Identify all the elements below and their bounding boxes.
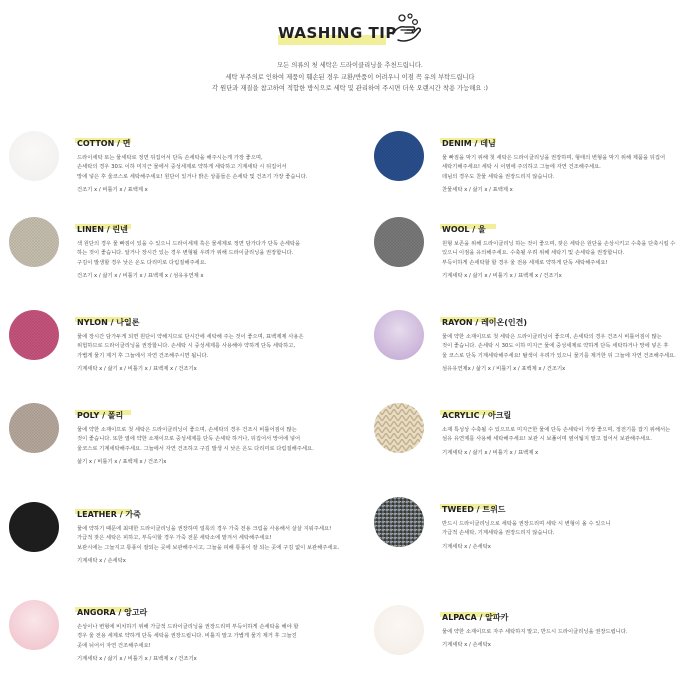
- fabric-name: ANGORA / 앙고라: [77, 608, 148, 617]
- fabric-leather: [9, 502, 349, 592]
- desc-line: 가볍게 물기 제거 후 그늘에서 자연 건조해주시면 됩니다.: [77, 352, 209, 359]
- fabric-description: [442, 426, 700, 445]
- fabric-info: [442, 310, 700, 373]
- fabric-description: [77, 333, 345, 361]
- fabric-name-wrap: [77, 131, 131, 148]
- fabric-name: ALPACA / 알파카: [442, 613, 509, 622]
- desc-line: 원형 보존을 위해 드라이클리닝 하는 것이 좋으며, 잦은 세탁은 원단을 손상시키고 수축을 단축시킬 수: [442, 241, 676, 247]
- care-symbols: 기계세탁 x / 삶기 x / 비틀기 x / 표백제 x / 건조기x: [77, 656, 197, 663]
- desc-line: 위험하므로 드라이클리닝을 권장합니다. 손세탁 시 중성세제를 사용해야 약하게 단독 세탁하고,: [77, 343, 296, 350]
- intro-line: 세탁 부주의로 인하여 제품이 훼손된 경우 교환/반품이 어려우니 이점 꼭 유의 부탁드립니다: [225, 73, 475, 81]
- desc-line: 울 코스로 단독 기계세탁해주세요! 탈색이 우려가 있으니 물기를 제거한 뒤 그늘에 자연 건조해주세요.: [442, 352, 676, 359]
- desc-line: 손세탁의 경우 30도 이하 미지근 물에서 중성세제로 약하게 세탁하고 기계세탁 시 뒤집어서: [77, 164, 287, 171]
- fabric-info: [442, 217, 700, 280]
- care-symbols: 섬유유연제x / 삶기 x / 비틀기 x / 표백제 x / 건조기x: [442, 366, 566, 373]
- fabric-info: [77, 310, 345, 373]
- tweed-swatch: [374, 497, 424, 547]
- alpaca-swatch: [374, 605, 424, 655]
- fabric-name: TWEED / 트위드: [442, 505, 506, 514]
- desc-line: 구김이 발생할 경우 낮은 온도 다리미로 다림질해주세요.: [77, 259, 207, 266]
- fabric-info: [77, 217, 345, 280]
- desc-line: 드라이세탁 또는 물세탁로 정면 뒤집어서 단독 손세탁을 해주시는게 가장 좋으며,: [77, 155, 263, 161]
- fabric-description: [442, 628, 700, 637]
- desc-line: 물 빠짐을 막기 위해 첫 세탁은 드라이클리닝을 권장하며, 형태의 변형을 막기 위해 제품을 뒤집어: [442, 155, 666, 161]
- fabric-info: [77, 403, 345, 466]
- care-symbols: 기계세탁 x / 손세탁x: [77, 558, 126, 565]
- desc-line: 데님의 경우도 찬물 세탁을 권장드리지 않습니다.: [442, 173, 555, 180]
- fabric-alpaca: [374, 605, 700, 695]
- fabric-info: [442, 497, 700, 551]
- desc-line: 있으니 이점을 유의해주세요. 수축될 우려 위해 세탁기 및 손세탁을 권장합니다.: [442, 250, 625, 257]
- fabric-angora: [9, 600, 349, 690]
- poly-swatch: [9, 403, 59, 453]
- fabric-info: [442, 403, 700, 457]
- fabric-tweed: [374, 497, 700, 587]
- care-symbols: 기계세탁 x / 삶기 x / 비틀기 x / 표백제 x: [442, 449, 539, 456]
- fabric-name: ACRYLIC / 아크릴: [442, 411, 512, 420]
- fabric-name-wrap: [442, 605, 509, 622]
- cotton-swatch: [9, 131, 59, 181]
- desc-line: 색 원단의 경우 물 빠짐이 있을 수 있으니 드라이세제 혹은 물세제로 정면 담가다가 단독 손세탁을: [77, 241, 301, 247]
- desc-line: 세탁기해주세요! 세탁 시 이염에 주의하고 그늘에 자연 건조해주세요.: [442, 164, 601, 171]
- fabric-description: [77, 525, 345, 553]
- fabric-name: RAYON / 레이온(인견): [442, 318, 528, 327]
- fabric-name: COTTON / 면: [77, 139, 131, 148]
- desc-line: 것이 좋습니다. 손세탁 시 30도 이하 미지근 물에 중성세제로 약하게 단독 세탁하거나 망에 넣은 후: [442, 343, 669, 350]
- desc-line: 물에 약한 소재이므로 첫 세탁은 드라이클리닝이 좋으며, 손세탁의 경우 건조시 비틀어짐이 많는: [442, 334, 662, 340]
- desc-line: 반드시 드라이클리닝으로 세탁을 권장드리며 세탁 시 변형이 올 수 있으니: [442, 521, 611, 527]
- fabric-description: [77, 240, 345, 268]
- fabric-description: [442, 154, 700, 182]
- wool-swatch: [374, 217, 424, 267]
- fabric-name-wrap: [77, 217, 128, 234]
- fabric-description: [77, 154, 345, 182]
- desc-line: 물에 약하기 때문에 최대한 드라이클리닝을 권장하며 얼룩의 경우 가죽 전용 크림을 사용해서 살살 지워주세요!: [77, 526, 332, 532]
- linen-swatch: [9, 217, 59, 267]
- fabric-rayon: [374, 310, 700, 400]
- fabric-info: [442, 605, 700, 649]
- fabric-name-wrap: [442, 217, 486, 234]
- page-header: [0, 0, 700, 100]
- leather-swatch: [9, 502, 59, 552]
- desc-line: 가급적 잦은 세탁은 피하고, 부득이할 경우 가죽 전문 세탁소에 맡겨서 세탁해주세요!: [77, 535, 272, 542]
- care-symbols: 기계세탁 x / 삶기 x / 비틀기 x / 표백제 x / 건조기x: [77, 366, 197, 373]
- fabric-info: [442, 131, 700, 194]
- fabric-name-wrap: [442, 131, 496, 148]
- fabric-cotton: [9, 131, 349, 221]
- desc-line: 곳에 뉘어서 자연 건조해주세요!: [77, 642, 151, 649]
- fabric-acrylic: [374, 403, 700, 493]
- care-symbols: 건조기 x / 비틀기 x / 표백제 x: [77, 187, 148, 194]
- fabric-linen: [9, 217, 349, 307]
- nylon-swatch: [9, 310, 59, 360]
- intro-line: 모든 의류의 첫 세탁은 드라이클리닝을 추천드립니다.: [277, 62, 423, 69]
- care-symbols: 찬물세탁 x / 삶기 x / 표백제 x: [442, 187, 513, 194]
- desc-line: 물에 장시간 담가두게 되면 원단이 약해지므로 단시간에 세탁해 주는 것이 좋으며, 표백제제 사용은: [77, 334, 304, 340]
- fabric-description: [442, 520, 700, 539]
- acrylic-swatch: [374, 403, 424, 453]
- fabric-description: [442, 333, 700, 361]
- fabric-name-wrap: [77, 403, 124, 420]
- desc-line: 것이 좋습니다. 또한 열에 약한 소재이므로 중성세제를 단독 손세탁 하거나, 뒤집어서 망어에 넣어: [77, 436, 301, 443]
- fabric-name: WOOL / 울: [442, 225, 486, 234]
- desc-line: 경우 울 전용 세제로 약하게 단독 세탁을 권장드립니다. 비틀지 말고 가볍게 물기 제거 후 그늘진: [77, 633, 297, 640]
- fabric-description: [77, 426, 345, 454]
- rayon-swatch: [374, 310, 424, 360]
- fabric-denim: [374, 131, 700, 221]
- denim-swatch: [374, 131, 424, 181]
- fabric-nylon: [9, 310, 349, 400]
- intro-text: [0, 60, 700, 95]
- fabric-name-wrap: [77, 600, 148, 617]
- care-symbols: 기계세탁 x / 손세탁x: [442, 642, 491, 649]
- intro-line: 각 원단과 재질을 참고하여 적합한 방식으로 세탁 및 관리하여 주시면 더욱 오랜시간 착용 가능해요 :): [212, 85, 488, 92]
- desc-line: 가급적 손세탁, 기계세탁을 권장드리지 않습니다.: [442, 530, 555, 537]
- fabric-name-wrap: [442, 403, 512, 420]
- fabric-name: LINEN / 린넨: [77, 225, 128, 234]
- fabric-name-wrap: [442, 310, 528, 327]
- desc-line: 울코스로 기계세탁해주세요. 그늘에서 자연 건조하고 구김 발생 시 낮은 온도 다리미로 다림질해주세요.: [77, 445, 314, 452]
- fabric-description: [77, 623, 345, 651]
- desc-line: 망에 넣은 후 울코스로 세탁해주세요! 원단이 있거나 밝은 상품들은 손세탁 및 건조기 가장 좋습니다.: [77, 173, 308, 180]
- fabric-name: NYLON / 나일론: [77, 318, 140, 327]
- angora-swatch: [9, 600, 59, 650]
- fabric-name-wrap: [77, 310, 140, 327]
- fabric-info: [77, 502, 345, 565]
- care-symbols: 삶기 x / 비틀기 x / 표백제 x / 건조기x: [77, 459, 167, 466]
- page-title: WASHING TIP: [278, 24, 397, 42]
- desc-line: 물에 약한 소재이므로 자주 세탁하지 말고, 반드시 드라이클리닝을 권장드립니다.: [442, 629, 628, 635]
- fabric-poly: [9, 403, 349, 493]
- fabric-name: LEATHER / 가죽: [77, 510, 141, 519]
- hand-washing-icon: [389, 12, 423, 46]
- desc-line: 부득이하게 손세탁할 할 경우 울 전용 세제로 약하게 단독 세탁해주세요!: [442, 259, 608, 266]
- desc-line: 섬유 유연제를 사용해 세탁해주세요! 보관 시 보풀이며 옆어뒇지 말고 접어서 보관해주세요.: [442, 436, 652, 443]
- care-symbols: 기계세탁 x / 삶기 x / 비틀기 x / 표백제 x / 건조기x: [442, 273, 562, 280]
- desc-line: 물에 약한 소재이므로 첫 세탁은 드라이클리닝이 좋으며, 손세탁의 경우 건조시 비틀어짐이 많는: [77, 427, 297, 433]
- desc-line: 보관시에는 그늘지고 통풍이 잘되는 곳에 보관해주시고, 그늘을 피해 통풍이 잘 되는 곳에 구김 없이 보관해주세요.: [77, 544, 340, 551]
- desc-line: 손상이나 변형에 비치하기 위해 가급적 드라이클리닝을 권장드리며 부득이하게 손세탁을 해야 할: [77, 624, 299, 630]
- fabric-info: [77, 600, 345, 663]
- care-symbols: 건조기 x / 삶기 x / 비틀기 x / 표백제 x / 섬유유연제 x: [77, 273, 204, 280]
- care-symbols: 기계세탁 x / 손세탁x: [442, 543, 491, 550]
- fabric-name: DENIM / 데님: [442, 139, 496, 148]
- desc-line: 소재 특성상 수축될 수 있으므로 미지근한 물에 단독 손세탁이 가장 좋으며, 정전기를 잡기 위해서는: [442, 427, 671, 433]
- fabric-name-wrap: [442, 497, 506, 514]
- fabric-info: [77, 131, 345, 194]
- fabric-wool: [374, 217, 700, 307]
- fabric-description: [442, 240, 700, 268]
- title-block: [278, 18, 438, 50]
- fabric-name: POLY / 폴리: [77, 411, 124, 420]
- fabric-name-wrap: [77, 502, 141, 519]
- desc-line: 하는 것이 좋습니다. 알거나 장시간 있는 경우 변형될 우려가 위해 드라이클리닝을 권장합니다.: [77, 250, 294, 257]
